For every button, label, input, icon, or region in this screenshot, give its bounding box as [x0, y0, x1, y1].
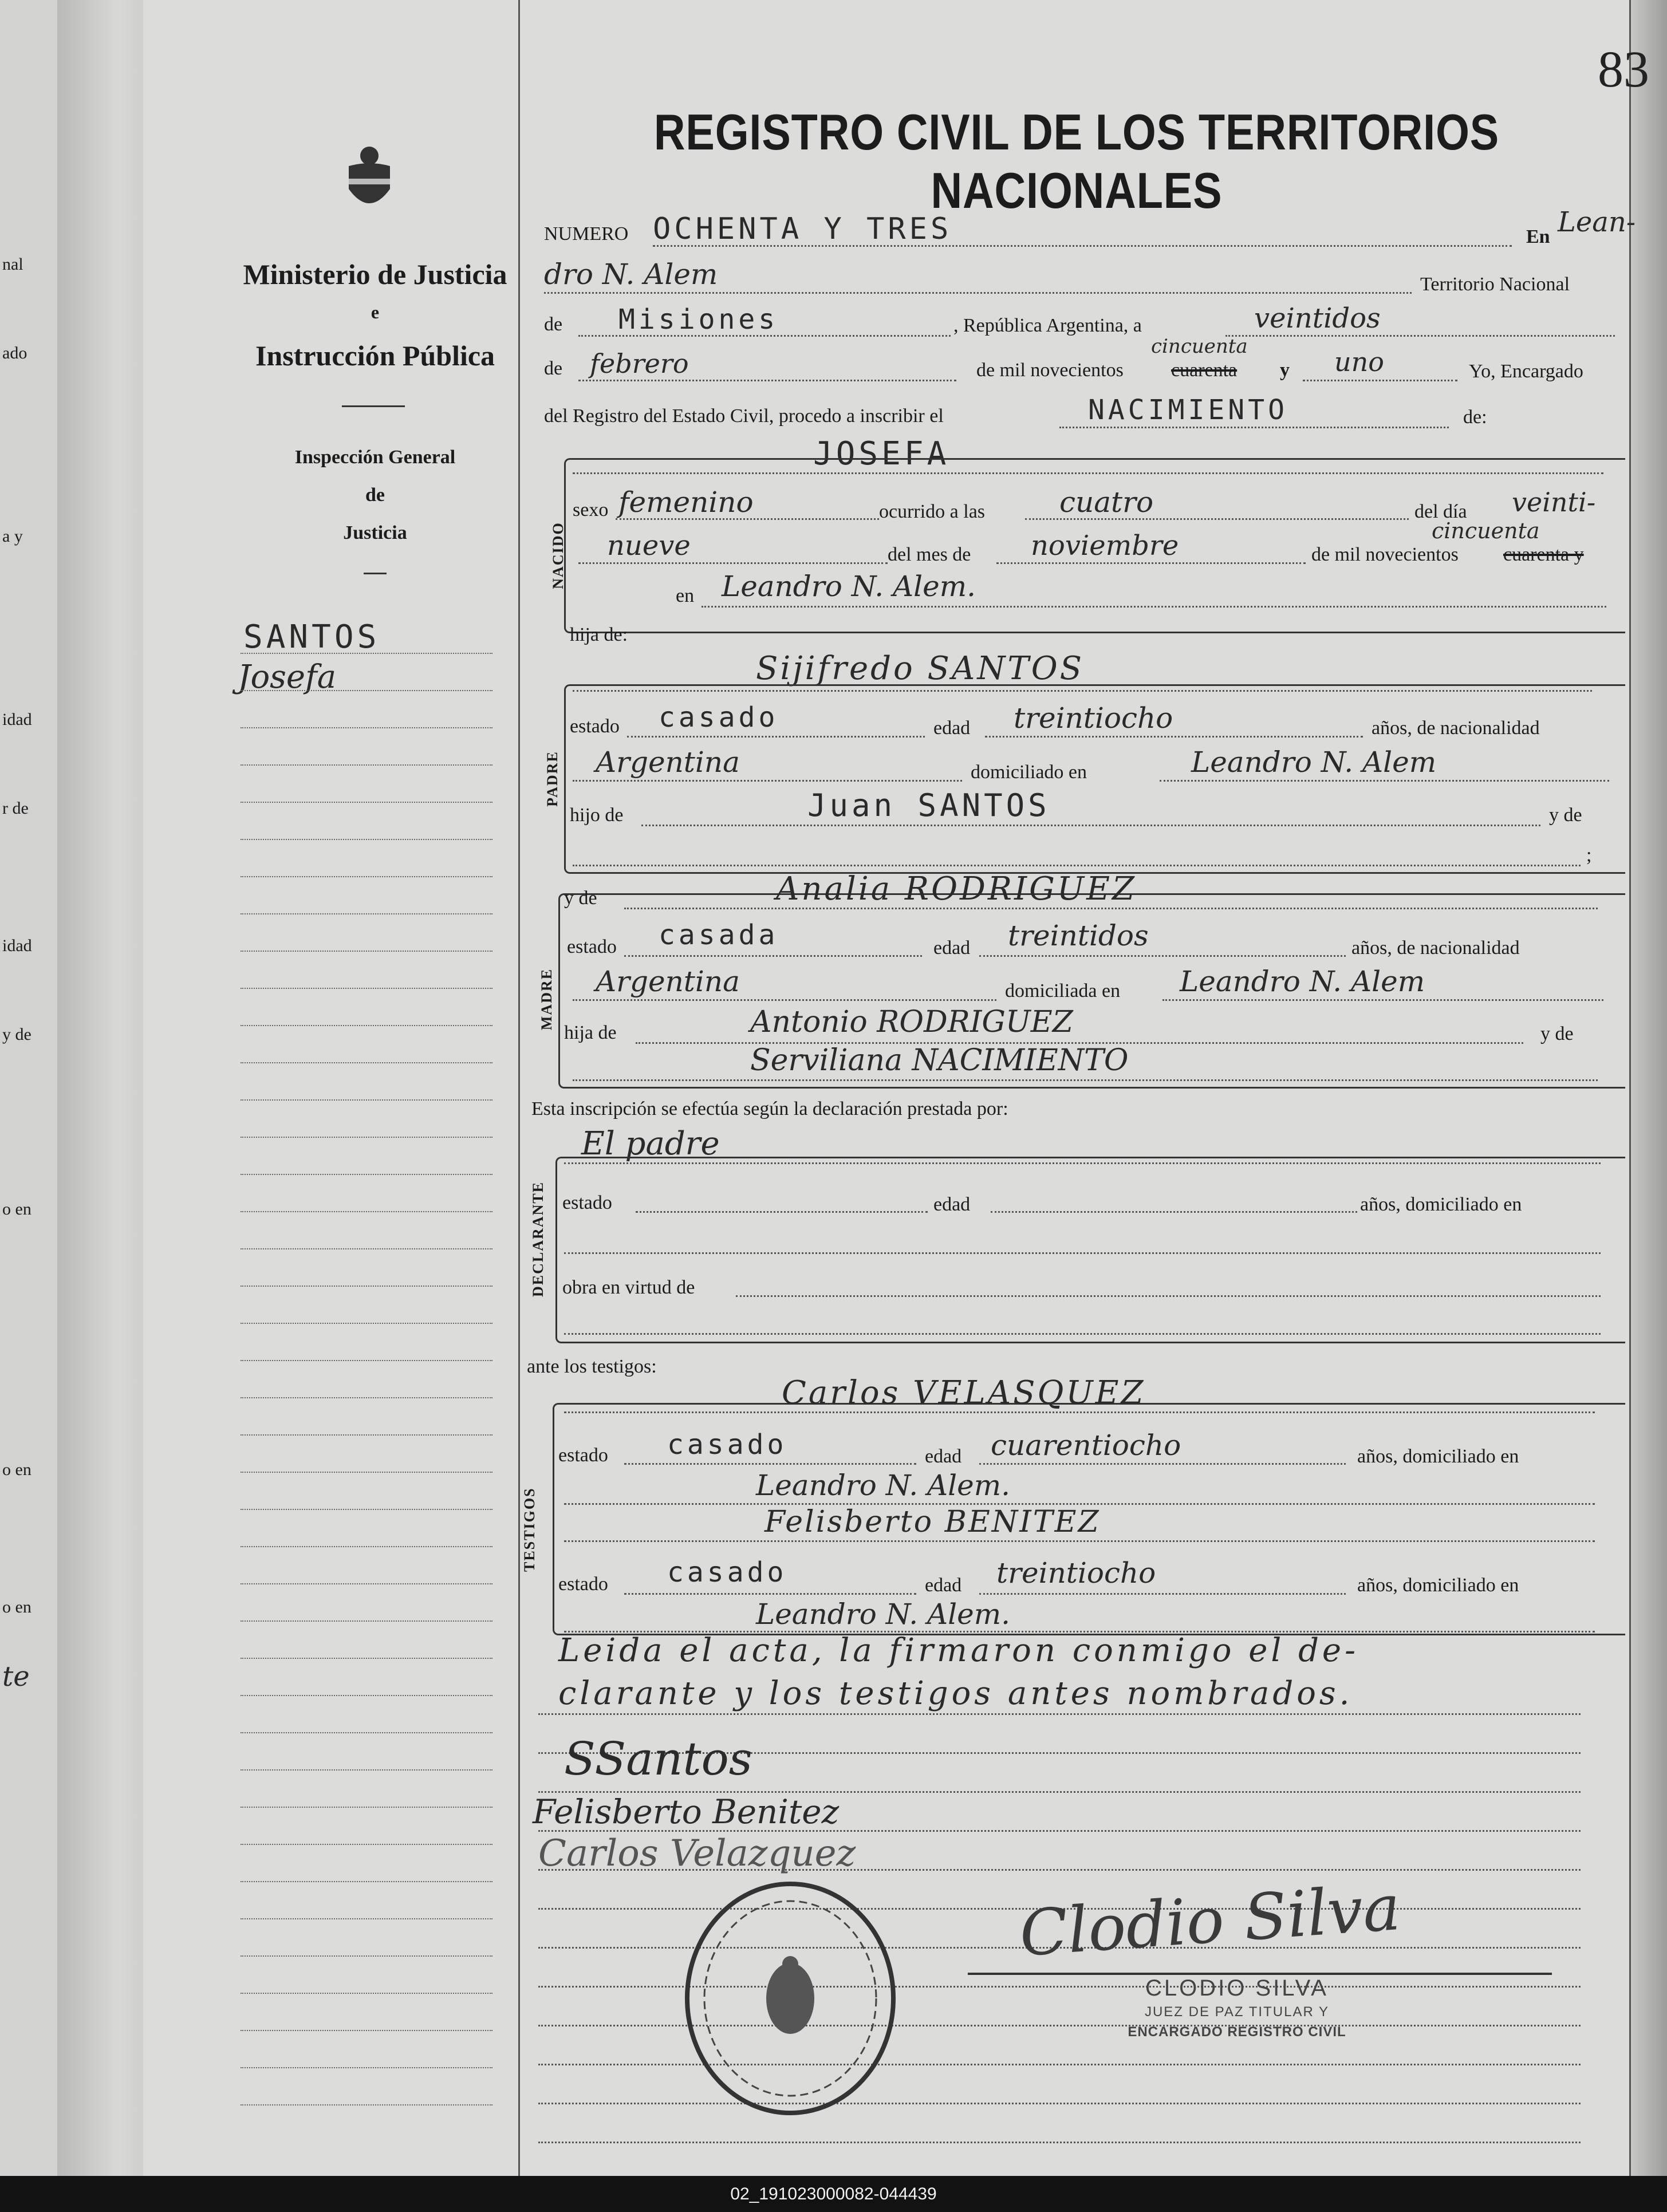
padre-estado-label: estado [570, 716, 620, 737]
de-label: de [544, 358, 563, 379]
fill-line [653, 245, 1512, 247]
madre-hija-de-label: hija de [564, 1022, 617, 1043]
margin-guide-line [241, 1174, 492, 1175]
fill-line [538, 2142, 1581, 2143]
madre-edad-value: treintidos [1008, 919, 1149, 952]
margin-guide-line [241, 1397, 492, 1398]
inspection-line-2: de [365, 484, 385, 506]
padre-parent-value: Juan SANTOS [807, 787, 1050, 823]
closing-line-2: clarante y los testigos antes nombrados. [558, 1675, 1353, 1712]
page-title: REGISTRO CIVIL DE LOS TERRITORIOS NACIONALES [653, 104, 1500, 219]
place-value-b: dro N. Alem [544, 258, 718, 291]
fill-line [736, 1295, 1601, 1297]
witness2-domicilio-value: Leandro N. Alem. [756, 1598, 1011, 1631]
father-full-name: Sijifredo SANTOS [756, 650, 1084, 687]
birth-year-label: de mil novecientos [1311, 544, 1459, 565]
margin-guide-line [241, 2067, 492, 2068]
margin-guide-line [241, 1323, 492, 1324]
fill-line [564, 1252, 1601, 1254]
padre-estado-value: casado [659, 701, 779, 734]
del-dia-label: del día [1414, 501, 1467, 522]
fill-line [538, 1713, 1581, 1715]
declaracion-intro: Esta inscripción se efectúa según la declaración prestada por: [531, 1098, 1008, 1119]
fill-line [573, 999, 996, 1001]
left-page-fragment: nal [2, 255, 23, 274]
margin-guide-line [241, 951, 492, 952]
fill-line [1025, 518, 1409, 520]
madre-parent1-value: Antonio RODRIGUEZ [750, 1005, 1073, 1039]
witness2-estado-label: estado [558, 1574, 608, 1595]
day-value: veintidos [1254, 302, 1381, 334]
left-page-fragment: te [2, 1661, 30, 1693]
place-value-a: Lean- [1558, 206, 1636, 238]
numero-value: OCHENTA Y TRES [653, 212, 952, 246]
left-page-fragment: a y [2, 527, 23, 546]
fill-line [564, 1411, 1595, 1413]
fill-line [702, 606, 1606, 608]
fill-line [1162, 999, 1603, 1001]
madre-domicilio-label: domiciliada en [1005, 980, 1121, 1001]
witness2-estado-value: casado [667, 1556, 787, 1588]
margin-guide-line [241, 1658, 492, 1659]
stamp-title-2: ENCARGADO REGISTRO CIVIL [1128, 2024, 1346, 2040]
testigos-intro: ante los testigos: [527, 1356, 657, 1377]
fill-line [624, 908, 1598, 909]
birth-place-value: Leandro N. Alem. [722, 570, 976, 603]
margin-guide-line [241, 2030, 492, 2031]
declarante-obra-label: obra en virtud de [562, 1277, 695, 1298]
year-label: de mil novecientos [976, 360, 1124, 381]
signature-rule [968, 1973, 1552, 1975]
margin-guide-line [241, 1732, 492, 1733]
margin-surname: SANTOS [243, 618, 380, 656]
padre-anos-label: años, de nacionalidad [1372, 717, 1540, 739]
year-y-label: y [1280, 360, 1290, 381]
sexo-label: sexo [573, 499, 609, 521]
margin-guide-line [241, 1211, 492, 1212]
fill-line [1303, 380, 1457, 381]
stamp-name: CLODIO SILVA [1145, 1976, 1329, 2001]
registro-label: del Registro del Estado Civil, procedo a inscribir el [544, 405, 944, 427]
stamp-title-1: JUEZ DE PAZ TITULAR Y [1144, 2004, 1330, 2020]
declarante-value: El padre [581, 1125, 720, 1162]
image-label: 02_191023000082-044439 [0, 2176, 1667, 2212]
left-page-fragment: y de [2, 1025, 31, 1044]
margin-guide-line [241, 839, 492, 840]
year-value: uno [1334, 346, 1384, 377]
fill-line [1059, 427, 1449, 428]
numero-label: NUMERO [544, 223, 629, 245]
fill-line [544, 292, 1412, 294]
margin-guide-line [241, 1509, 492, 1510]
margin-guide-line [241, 653, 492, 654]
padre-y-de-label: y de [1549, 805, 1582, 826]
margin-guide-line [241, 876, 492, 877]
fill-line [985, 736, 1363, 738]
padre-nationality-value: Argentina [596, 746, 740, 779]
fill-line [636, 1211, 928, 1213]
encargado-label: Yo, Encargado [1469, 361, 1583, 382]
fill-line [1160, 780, 1609, 782]
witness2-edad-value: treintiocho [996, 1556, 1156, 1590]
fill-line [573, 865, 1581, 866]
territorio-label: Territorio Nacional [1420, 274, 1570, 295]
margin-guide-line [241, 1918, 492, 1919]
declarante-section [555, 1157, 1625, 1343]
witness1-estado-value: casado [667, 1429, 787, 1461]
witness1-name: Carlos VELASQUEZ [782, 1374, 1146, 1411]
witness2-signature: Felisberto Benitez [533, 1792, 840, 1831]
declarante-section-label: DECLARANTE [530, 1181, 546, 1297]
fill-line [1225, 335, 1615, 337]
left-page-fragment: ado [2, 344, 27, 362]
margin-guide-line [241, 1844, 492, 1845]
fill-line [979, 955, 1346, 957]
ministry-line-1: Ministerio de Justicia [243, 258, 507, 290]
madre-name-value: Analia RODRIGUEZ [776, 870, 1137, 908]
madre-estado-label: estado [567, 936, 617, 957]
left-page-fragment: idad [2, 936, 32, 955]
fill-line [564, 1540, 1595, 1542]
declarante-edad-label: edad [933, 1194, 971, 1215]
fill-line [564, 1162, 1601, 1164]
madre-edad-label: edad [933, 937, 971, 959]
fill-line [564, 1333, 1601, 1335]
margin-guide-line [241, 1248, 492, 1249]
declarante-anos-label: años, domiciliado en [1360, 1194, 1522, 1215]
fill-line [979, 1593, 1346, 1595]
sidebar-divider [342, 405, 405, 407]
fill-line [991, 1211, 1357, 1213]
margin-guide-line [241, 764, 492, 766]
left-page-fragment: idad [2, 710, 32, 729]
en-label: En [1526, 226, 1550, 247]
witness2-anos-label: años, domiciliado en [1357, 1575, 1519, 1596]
official-seal-icon [681, 1878, 899, 2119]
margin-guide-line [241, 1360, 492, 1361]
padre-hijo-de-label: hijo de [570, 805, 624, 826]
sexo-value: femenino [618, 486, 754, 519]
margin-guide-line [241, 1955, 492, 1957]
year-correction: cincuenta [1151, 335, 1248, 358]
padre-domicilio-label: domiciliado en [971, 762, 1087, 783]
year-struck-word: cuarenta [1171, 360, 1238, 381]
margin-guide-line [241, 1472, 492, 1473]
witness2-name: Felisberto BENITEZ [764, 1505, 1101, 1539]
madre-section-label: MADRE [538, 968, 555, 1031]
birth-month-value: noviembre [1031, 530, 1179, 562]
margin-guide-line [241, 1583, 492, 1584]
province-value: Misiones [618, 303, 779, 336]
birth-day-value-b: nueve [607, 530, 691, 562]
binding-fold [57, 0, 143, 2176]
birth-day-value-a: veinti- [1512, 487, 1596, 518]
witness1-edad-label: edad [925, 1446, 962, 1467]
madre-parent2-value: Serviliana NACIMIENTO [750, 1043, 1129, 1078]
margin-guide-line [241, 1620, 492, 1622]
padre-semicolon: ; [1586, 845, 1592, 866]
margin-guide-line [241, 1434, 492, 1436]
left-page-fragment: o en [2, 1598, 31, 1616]
hija-de-label: hija de: [570, 624, 628, 645]
fill-line [578, 562, 888, 564]
registrant-name: JOSEFA [813, 435, 950, 472]
inspection-line-3: Justicia [343, 522, 407, 543]
madre-y-de-label: y de [564, 888, 597, 909]
margin-guide-line [241, 1993, 492, 1994]
page-number: 83 [1598, 41, 1649, 98]
madre-anos-label: años, de nacionalidad [1351, 937, 1520, 959]
de-colon-label: de: [1463, 407, 1487, 428]
fill-line [624, 1463, 916, 1465]
birth-year-correction: cincuenta [1432, 518, 1540, 543]
father-signature: SSantos [564, 1732, 752, 1785]
fill-line [624, 1593, 916, 1595]
ministry-line-2: e [371, 302, 380, 322]
margin-given-name: Josefa [238, 659, 337, 696]
margin-guide-line [241, 1807, 492, 1808]
closing-line-1: Leida el acta, la firmaron conmigo el de- [558, 1632, 1359, 1669]
padre-section-label: PADRE [544, 751, 561, 807]
officer-signature: Clodio Silva [1017, 1870, 1403, 1971]
margin-guide-line [241, 1062, 492, 1063]
margin-guide-line [241, 988, 492, 989]
margin-guide-line [241, 1695, 492, 1696]
margin-guide-line [241, 1769, 492, 1771]
madre-domicilio-value: Leandro N. Alem [1180, 965, 1425, 998]
hour-value: cuatro [1059, 486, 1154, 519]
del-mes-label: del mes de [888, 544, 971, 565]
margin-rule [518, 0, 520, 2176]
margin-guide-line [241, 802, 492, 803]
fill-line [624, 955, 922, 957]
padre-edad-value: treintiocho [1014, 701, 1173, 735]
witness1-anos-label: años, domiciliado en [1357, 1446, 1519, 1467]
birth-year-struck-word: cuarenta y [1503, 544, 1584, 565]
fill-line [573, 780, 962, 782]
margin-guide-line [241, 690, 492, 691]
de-label: de [544, 314, 563, 335]
testigos-section-label: TESTIGOS [521, 1487, 538, 1572]
coat-of-arms-icon [341, 143, 398, 218]
margin-guide-line [241, 1099, 492, 1101]
fill-line [578, 335, 951, 337]
madre-nationality-value: Argentina [596, 965, 740, 998]
margin-guide-line [241, 1137, 492, 1138]
month-value: febrero [590, 348, 689, 379]
witness1-estado-label: estado [558, 1445, 608, 1466]
left-page-fragment: r de [2, 799, 29, 818]
left-page-fragment: o en [2, 1200, 31, 1219]
padre-domicilio-value: Leandro N. Alem [1191, 746, 1437, 779]
birth-place-label: en [676, 585, 695, 606]
ministry-line-3: Instrucción Pública [255, 340, 495, 372]
ocurrido-label: ocurrido a las [879, 501, 986, 522]
witness1-signature: Carlos Velazquez [538, 1832, 856, 1875]
fill-line [627, 736, 925, 738]
witness1-domicilio-value: Leandro N. Alem. [756, 1469, 1011, 1502]
event-value: NACIMIENTO [1088, 394, 1288, 426]
margin-guide-line [241, 913, 492, 914]
nacido-section-label: NACIDO [550, 522, 566, 589]
witness1-edad-value: cuarentiocho [991, 1429, 1181, 1462]
fill-line [578, 380, 956, 381]
inspection-line-1: Inspección General [294, 447, 456, 468]
margin-guide-line [241, 1881, 492, 1882]
right-page-edge [1629, 0, 1667, 2176]
margin-guide-line [241, 727, 492, 728]
fill-line [573, 1079, 1598, 1081]
declarante-estado-label: estado [562, 1192, 612, 1213]
margin-guide-line [241, 1025, 492, 1026]
madre-y-de-label-2: y de [1540, 1023, 1574, 1044]
witness2-edad-label: edad [925, 1575, 962, 1596]
left-page-strip [0, 0, 59, 2176]
fill-line [641, 825, 1540, 826]
fill-line [979, 1463, 1346, 1465]
left-page-fragment: o en [2, 1460, 31, 1479]
sidebar-divider [364, 573, 387, 574]
fill-line [996, 562, 1306, 564]
padre-edad-label: edad [933, 717, 971, 739]
fill-line [616, 518, 879, 520]
margin-guide-line [241, 2104, 492, 2105]
margin-guide-line [241, 1286, 492, 1287]
madre-estado-value: casada [659, 919, 779, 951]
margin-guide-line [241, 1546, 492, 1547]
republica-label: , República Argentina, a [953, 315, 1142, 336]
